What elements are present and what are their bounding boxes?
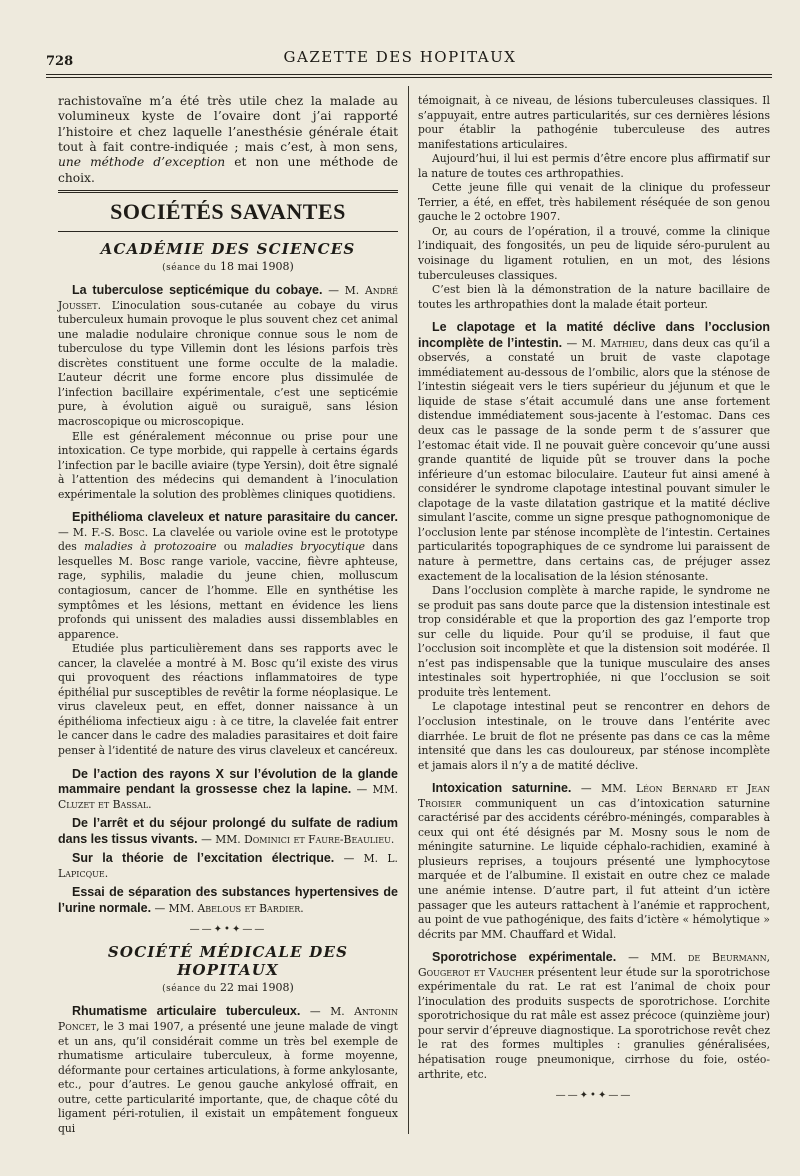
left-column [58,94,398,1136]
header-rule [46,74,772,75]
header-rule-2 [46,77,772,78]
article-clapotage-p3: Le clapotage intestinal peut se rencontrer en dehors de l’occlusion intestinale, on le trouve dans l’entérite avec diarrhée. Le bruit de flot ne présente pas dans ce cas la même intensité que dans les cas douloureux, par sténose incomplète et jamais alors il n’y a de matité déclive. [418,700,770,772]
rhumatisme-p3: Cette jeune fille qui venait de la clinique du professeur Terrier, a été, en effet, très habilement réséquée de son genou gauche le 2 octobre 1907. [418,181,770,224]
article-saturnine: Intoxication saturnine. — MM. Léon Bernard et Jean Troisier communiquent un cas d’intoxication saturnine caractérisé par des accidents cérébro-méningés, comparables à ceux qui ont été désignés par M. Mosny sous le nom de méningite saturnine. Le liquide céphalo-rachidien, examiné à plusieurs reprises, a toujours présenté une lymphocytose marquée et de l’albumine. Il existait en outre chez ce malade une anémie intense. D’autre part, il fut atteint d’un ictère passager que les auteurs rattachent à l’anémie et rapprochent, au point de vue pathogénique, des faits d’ictère « hémolytique » décrits par MM. Chauffard et Widal. [418,781,770,941]
rhumatisme-continued: témoignait, à ce niveau, de lésions tuberculeuses classiques. Il s’appuyait, entre autres particularités, sur ces dernières lésions pour établir la pathogénie tuberculeuse des autres manifestations articulaires. [418,94,770,151]
academie-seance: (séance du 18 mai 1908) [162,260,294,274]
rhumatisme-p2: Aujourd’hui, il lui est permis d’être encore plus affirmatif sur la nature de toutes ces arthropathies. [418,152,770,180]
article-epithelioma-cont: Etudiée plus particulièrement dans ses rapports avec le cancer, la clavelée a montré à M. Bosc qu’il existe des virus qui provoquent des réactions inflammatoires de type épithélial pur susceptibles de revêtir la forme néoplasique. Le virus claveleux peut, en effet, donner naissance à un épithélioma infectieux aigu : à ce titre, la clavelée fait entrer le cancer dans le cadre des maladies parasitaires et doit faire penser à l’identité de nature des virus claveleux et cancéreux. [58,642,398,758]
societe-seance: (séance du 22 mai 1908) [162,981,294,995]
societe-title: SOCIÉTÉ MÉDICALE DES HOPITAUX [107,943,349,980]
section-rule-below [58,231,398,232]
intro-italic: une méthode d’exception [58,155,226,170]
intro-paragraph [58,94,398,186]
article-clapotage-p2: Dans l’occlusion complète à marche rapide, le syndrome ne se produit pas sans doute parce que la distension intestinale est trop considérable et que la proportion des gaz l’emporte trop sur celle du liquide. Pour qu’il se produise, il faut que l’occlusion soit incomplète et que la distension soit modérée. Il n’est pas indispensable que la tunique musculaire des anses intestinales soit hypertrophiée, ni que l’occlusion se soit produite très lentement. [418,584,770,699]
running-head: GAZETTE DES HOPITAUX [283,48,517,66]
article-epithelioma: Epithélioma claveleux et nature parasitaire du cancer. — M. F.-S. Bosc. La clavelée ou variole ovine est le prototype des maladies à protozoaire ou maladies bryocytique dans lesquelles M. Bosc range variole, vaccine, fièvre aphteuse, rage, syphilis, maladie du jeune chien, molluscum contagiosum, cancer de l’homme. Elle en synthétise les symptômes et les lésions, mettant en évidence les liens profonds qui unissent des maladies aussi dissemblables en apparence. [58,510,399,641]
article-excitation: Sur la théorie de l’excitation électrique. — M. L. Lapicque. [58,851,398,880]
page-number: 728 [46,54,74,69]
intro-end: et non une méthode de choix. [58,155,398,185]
column-divider [408,86,409,1134]
intro-text: rachistovaïne m’a été très utile chez la malade au volumineux kyste de l’ovaire dont j’ai rapporté l’histoire et chez laquelle l’anesthésie générale était tout à fait contre-indiquée ; mais c’est, à mon sens, [58,94,398,155]
section-title: SOCIÉTÉS SAVANTES [110,199,346,225]
academie-title: ACADÉMIE DES SCIENCES [100,240,356,259]
article-rayons-x: De l’action des rayons X sur l’évolution de la glande mammaire pendant la grossesse chez la lapine. — MM. Cluzet et Bassal. [58,766,398,811]
article-tuberculose: La tuberculose septicémique du cobaye. — M. André Jousset. L’inoculation sous-cutanée au cobaye du virus tuberculeux humain provoque le plus souvent chez cet animal une maladie nodulaire chronique connue sous le nom de tuberculose du type Villemin dont les lésions parfois très discrètes constituent une forme occulte de la maladie. L’auteur décrit une forme encore plus dissimulée de l’infection bacillaire expérimentale, c’est une septicémie pure, à évolution aiguë ou suraiguë, sans lésion macroscopique ou microscopique. [58,283,398,428]
right-column [418,94,770,1109]
article-clapotage: Le clapotage et la matité déclive dans l’occlusion incomplète de l’intestin. — M. Mathieu, dans deux cas qu’il a observés, a constaté un bruit de vaste clapotage immédiatement au-dessous de l’ombilic, alors que la sténose de l’intestin siégeait vers le tiers supérieur du jéjunum et que le liquide de stase s’était accumulé dans une anse fortement distendue immédiatement sous-jacente à l’estomac. Dans ces deux cas le passage de la sonde perm t de s’assurer que l’estomac était vide. Il ne pouvait guère concevoir qu’une aussi grande quantité de liquide pût se trouver dans la poche inférieure d’un estomac biloculaire. L’auteur fut ainsi amené à considérer le syndrome clapotage intestinal pouvant simuler le clapotage de la vaste dilatation gastrique et la matité déclive simulant l’ascite, comme un signe presque pathognomonique de l’occlusion lente par sténose incomplète de l’intestin. Certaines particularités topographiques de ce syndrome lui paraissent de nature à permettre, dans certains cas, de préjuger assez exactement de la localisation de la lésion sténosante. [418,320,771,583]
article-rhumatisme: Rhumatisme articulaire tuberculeux. — M. Antonin Poncet, le 3 mai 1907, a présenté une jeune malade de vingt et un ans, qu’il considérait comme un très bel exemple de rhumatisme articulaire tuberculeux, à forme moyenne, déformante pour certaines articulations, à forme ankylosante, etc., pour d’autres. Le genou gauche ankylosé offrait, en outre, cette particularité importante, que, de chaque côté du ligament péri-rotulien, il existait un empâtement fongueux qui [58,1004,398,1135]
article-urine: Essai de séparation des substances hypertensives de l’urine normale. — MM. Abelous et Bardier. [58,885,398,915]
ornament-divider: ——✦•✦—— [189,924,267,936]
rhumatisme-p5: C’est bien là la démonstration de la nature bacillaire de toutes les arthropathies dont la malade était porteur. [418,283,770,311]
section-rule [58,190,398,193]
rhumatisme-p4: Or, au cours de l’opération, il a trouvé, comme la clinique l’indiquait, des fongosités, un peu de liquide séro-purulent au voisinage du ligament rotulien, en un mot, des lésions tuberculeuses classiques. [418,224,770,282]
article-radium: De l’arrêt et du séjour prolongé du sulfate de radium dans les tissus vivants. — MM. Dominici et Faure-Beaulieu. [58,816,398,846]
article-tuberculose-cont: Elle est généralement méconnue ou prise pour une intoxication. Ce type morbide, qui rappelle à certains égards l’infection par le bacille aviaire (type Yersin), doit être signalé à l’attention des médecins qui demandent à l’inoculation expérimentale la solution des problèmes cliniques quotidiens. [58,429,398,501]
ornament-divider-right: ——✦•✦—— [555,1090,633,1102]
article-sporotrichose: Sporotrichose expérimentale. — MM. de Beurmann, Gougerot et Vaucher présentent leur étude sur la sporotrichose expérimentale du rat. Le rat est l’animal de choix pour l’inoculation des produits suspects de sporotrichose. L’orchite sporotrichosique du rat mâle est assez précoce (quinzième jour) pour servir d’épreuve diagnostique. La sporotrichose revêt chez le rat des formes multiples : granulies généralisées, hépatisation rouge pneumonique, cirrhose du foie, ostéo-arthrite, etc. [418,950,770,1081]
